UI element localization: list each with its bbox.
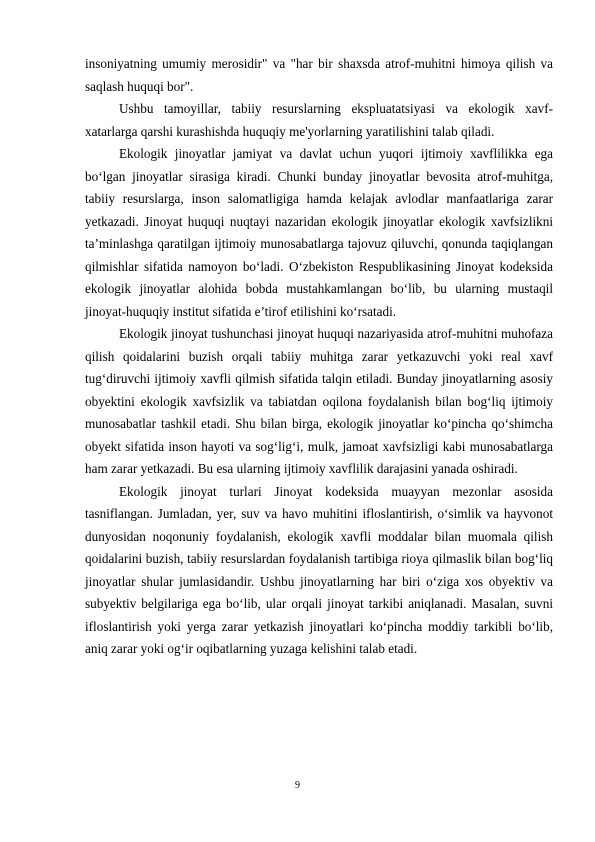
paragraph: insoniyatning umumiy merosidir" va "har bir shaxsda atrof-muhitni himoya qilish va saqlash huquqi bor".: [85, 56, 553, 94]
paragraph: Ekologik jinoyat turlari Jinoyat kodeksida muayyan mezonlar asosida tasniflangan. Jumladan, yer, suv va havo muhitini ifloslantirish, o‘simlik va hayvonot dunyosidan noqonuniy foydalanish, ekologik xavfli moddalar bilan muomala qilish qoidalarini buzish, tabiiy resurslardan foydalanish tartibiga rioya qilmaslik bilan bog‘liq jinoyatlar shular jumlasidandir. Ushbu jinoyatlarning har biri o‘ziga xos obyektiv va subyektiv belgilariga ega bo‘lib, ular orqali jinoyat tarkibi aniqlanadi. Masalan, suvni ifloslantirish yoki yerga zarar yetkazish jinoyatlari ko‘pincha moddiy tarkibli bo‘lib, aniq zarar yoki og‘ir oqibatlarning yuzaga kelishini talab etadi.: [85, 483, 553, 656]
paragraph: Ushbu tamoyillar, tabiiy resurslarning ekspluatatsiyasi va ekologik xavf-xatarlarga qarshi kurashishda huquqiy me'yorlarning yaratilishini talab qiladi.: [85, 101, 553, 139]
document-body: [85, 53, 553, 661]
paragraph: Ekologik jinoyat tushunchasi jinoyat huquqi nazariyasida atrof-muhitni muhofaza qilish qoidalarini buzish orqali tabiiy muhitga zarar yetkazuvchi yoki real xavf tug‘diruvchi ijtimoiy xavfli qilmish sifatida talqin etiladi. Bunday jinoyatlarning asosiy obyektini ekologik xavfsizlik va tabiatdan oqilona foydalanish bilan bog‘liq ijtimoiy munosabatlar tashkil etadi. Shu bilan birga, ekologik jinoyatlar ko‘pincha qo‘shimcha obyekt sifatida inson hayoti va sog‘lig‘i, mulk, jamoat xavfsizligi kabi munosabatlarga ham zarar yetkazadi. Bu esa ularning ijtimoiy xavflilik darajasini yanada oshiradi.: [85, 326, 553, 476]
page-number: 9: [295, 780, 300, 791]
paragraph: Ekologik jinoyatlar jamiyat va davlat uchun yuqori ijtimoiy xavflilikka ega bo‘lgan jinoyatlar sirasiga kiradi. Chunki bunday jinoyatlar bevosita atrof-muhitga, tabiiy resurslarga, inson salomatligiga hamda kelajak avlodlar manfaatlariga zarar yetkazadi. Jinoyat huquqi nuqtayi nazaridan ekologik jinoyatlar ekologik xavfsizlikni ta’minlashga qaratilgan ijtimoiy munosabatlarga tajovuz qiluvchi, qonunda taqiqlangan qilmishlar sifatida namoyon bo‘ladi. O‘zbekiston Respublikasining Jinoyat kodeksida ekologik jinoyatlar alohida bobda mustahkamlangan bo‘lib, bu ularning mustaqil jinoyat-huquqiy institut sifatida e’tirof etilishini ko‘rsatadi.: [85, 146, 553, 319]
